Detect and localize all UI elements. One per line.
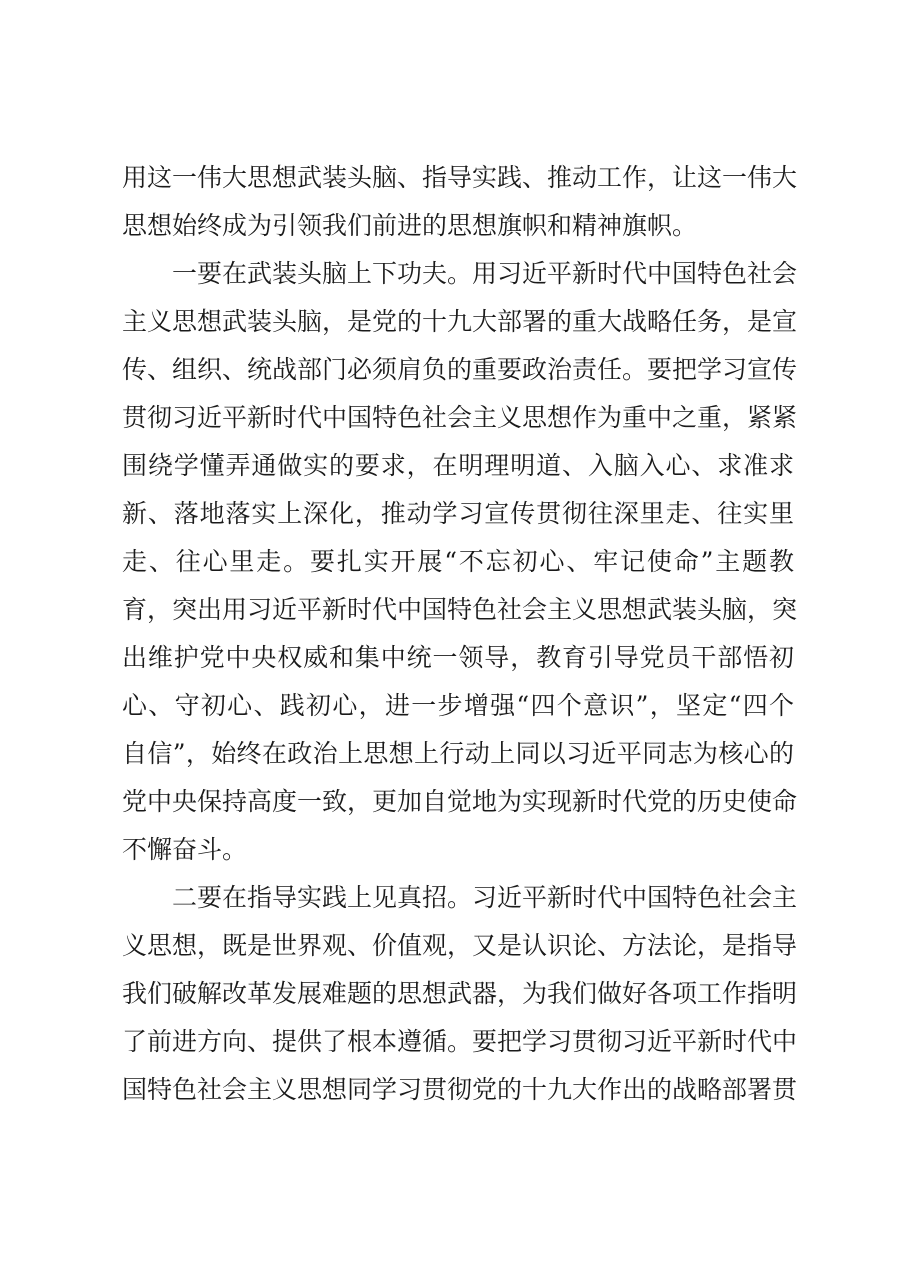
text-line: 党中央保持高度一致，更加自觉地为实现新时代党的历史使命 bbox=[122, 787, 798, 816]
text-line: 我们破解改革发展难题的思想武器，为我们做好各项工作指明 bbox=[122, 979, 798, 1008]
text-line: 不懈奋斗。 bbox=[122, 835, 248, 864]
text-line: 育，突出用习近平新时代中国特色社会主义思想武装头脑，突 bbox=[122, 595, 798, 624]
text-line: 思想始终成为引领我们前进的思想旗帜和精神旗帜。 bbox=[122, 211, 698, 240]
text-line: 心、守初心、践初心，进一步增强“四个意识”，坚定“四个 bbox=[122, 691, 794, 720]
text-line: 主义思想武装头脑，是党的十九大部署的重大战略任务，是宣 bbox=[122, 307, 798, 336]
text-line: 出维护党中央权威和集中统一领导，教育引导党员干部悟初 bbox=[122, 643, 794, 672]
text-line: 传、组织、统战部门必须肩负的重要政治责任。要把学习宣传 bbox=[122, 355, 798, 384]
text-line: 义思想，既是世界观、价值观，又是认识论、方法论，是指导 bbox=[122, 931, 798, 960]
text-line: 国特色社会主义思想同学习贯彻党的十九大作出的战略部署贯 bbox=[122, 1075, 798, 1104]
text-line: 走、往心里走。要扎实开展“不忘初心、牢记使命”主题教 bbox=[122, 547, 794, 576]
text-line: 了前进方向、提供了根本遵循。要把学习贯彻习近平新时代中 bbox=[122, 1027, 798, 1056]
text-line: 自信”，始终在政治上思想上行动上同以习近平同志为核心的 bbox=[122, 739, 794, 768]
paragraph-2-start: 二要在指导实践上见真招。习近平新时代中国特色社会主 bbox=[172, 883, 798, 912]
text-line: 用这一伟大思想武装头脑、指导实践、推动工作，让这一伟大 bbox=[122, 163, 798, 192]
text-line: 新、落地落实上深化，推动学习宣传贯彻往深里走、往实里 bbox=[122, 499, 794, 528]
text-line: 贯彻习近平新时代中国特色社会主义思想作为重中之重，紧紧 bbox=[122, 403, 798, 432]
text-line: 围绕学懂弄通做实的要求，在明理明道、入脑入心、求准求 bbox=[122, 451, 794, 480]
paragraph-1-start: 一要在武装头脑上下功夫。用习近平新时代中国特色社会 bbox=[172, 259, 798, 288]
